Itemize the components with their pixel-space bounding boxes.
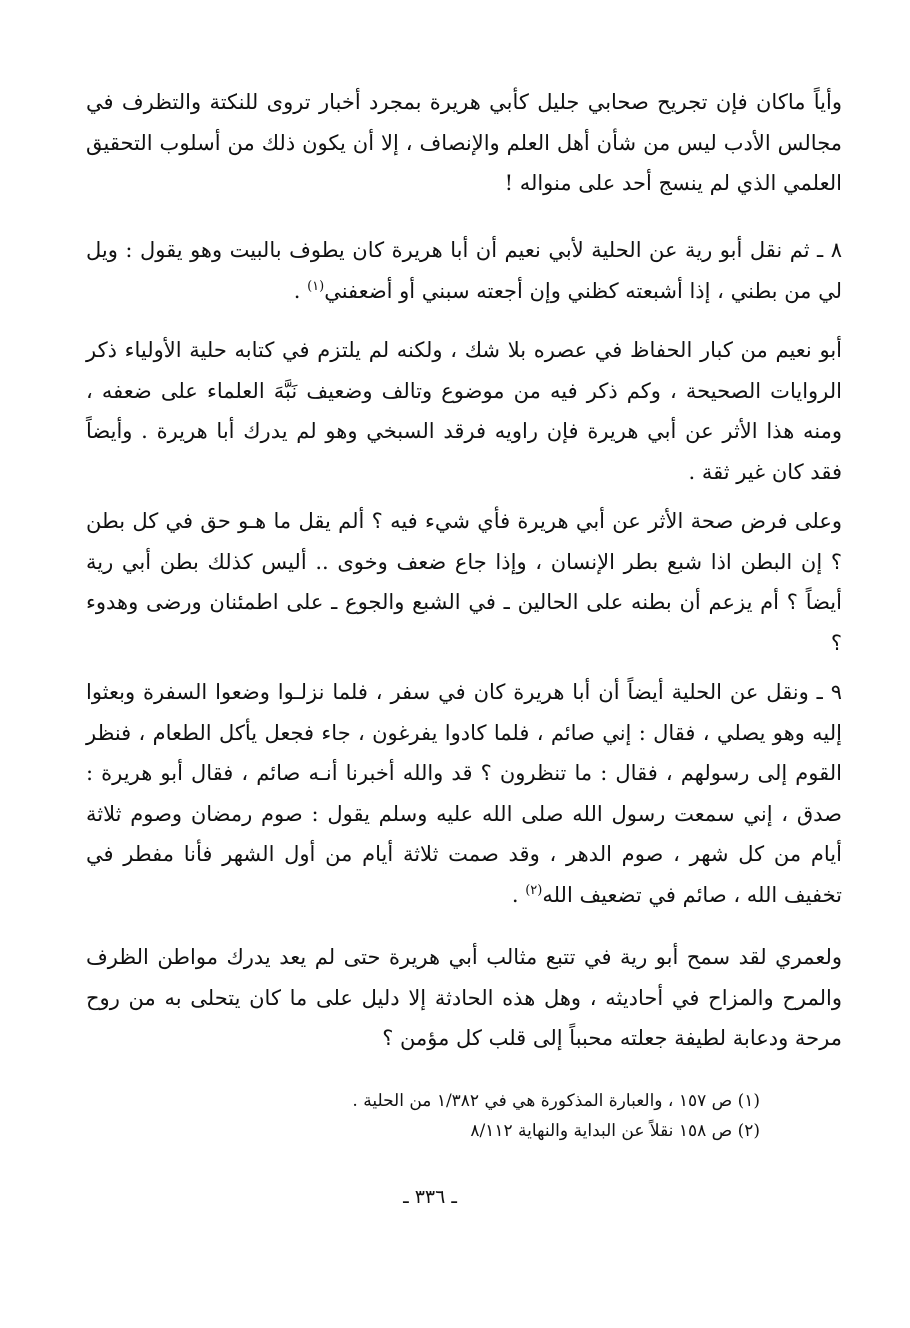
paragraph-3 — [86, 330, 842, 492]
paragraph-6-text: ولعمري لقد سمح أبو رية في تتبع مثالب أبي هريرة حتى لم يعد يدرك مواطن الظرف والمرح والمزاح في أحاديثه ، وهل هذه الحادثة إلا دليل على ما كان يتحلى به من روح مرحة ودعابة لطيفة جعلته محبباً إلى قلب كل مؤمن ؟ — [86, 945, 842, 1050]
footnote-2: (٢) ص ١٥٨ نقلاً عن البداية والنهاية ٨/١١٢ — [470, 1121, 760, 1141]
paragraph-5 — [86, 672, 842, 915]
footnote-1: (١) ص ١٥٧ ، والعبارة المذكورة هي في ١/٣٨٢ من الحلية . — [352, 1091, 760, 1111]
paragraph-4-text: وعلى فرض صحة الأثر عن أبي هريرة فأي شيء فيه ؟ ألم يقل ما هـو حق في كل بطن ؟ إن البطن اذا شبع بطر الإنسان ، وإذا جاع ضعف وخوى .. أليس كذلك بطن أبي رية أيضاً ؟ أم يزعم أن بطنه على الحالين ـ في الشبع والجوع ـ على اطمئنان ورضى وهدوء ؟ — [86, 509, 842, 655]
page-number: ـ ٣٣٦ ـ — [403, 1186, 457, 1208]
paragraph-5-end: . — [511, 882, 526, 907]
paragraph-2-end: . — [293, 278, 308, 303]
paragraph-3-text: أبو نعيم من كبار الحفاظ في عصره بلا شك ، ولكنه لم يلتزم في كتابه حلية الأولياء ذكر الروايات الصحيحة ، وكم ذكر فيه من موضوع وتالف وضعيف نَبَّهَ العلماء على ضعفه ، ومنه هذا الأثر عن أبي هريرة فإن راويه فرقد السبخي وهو لم يدرك أبا هريرة . وأيضاً فقد كان غير ثقة . — [86, 338, 842, 484]
paragraph-2-text: ٨ ـ ثم نقل أبو رية عن الحلية لأبي نعيم أن أبا هريرة كان يطوف بالبيت وهو يقول : ويل لي من بطني ، إذا أشبعته كظني وإن أجعته سبني أو أضعفني — [86, 238, 842, 303]
footnote-ref-1[interactable]: (١) — [307, 278, 325, 294]
paragraph-5-text: ٩ ـ ونقل عن الحلية أيضاً أن أبا هريرة كان في سفر ، فلما نزلـوا وضعوا السفرة وبعثوا إليه وهو يصلي ، فقال : إني صائم ، فلما كادوا يفرغون ، جاء فجعل يأكل الطعام ، فنظر القوم إلى رسولهم ، فقال : ما تنظرون ؟ قد والله أخبرنا أنـه صائم ، فقال أبو هريرة : صدق ، إني سمعت رسول الله صلى الله عليه وسلم يقول : صوم رمضان وصوم ثلاثة أيام من كل شهر ، صوم الدهر ، وقد صمت ثلاثة أيام من أول الشهر فأنا مفطر في تخفيف الله ، صائم في تضعيف الله — [86, 680, 842, 907]
paragraph-4 — [86, 501, 842, 663]
footnotes — [180, 1086, 760, 1146]
footnote-ref-2[interactable]: (٢) — [525, 882, 543, 898]
paragraph-1 — [86, 82, 842, 204]
paragraph-6 — [86, 937, 842, 1059]
paragraph-2 — [86, 230, 842, 311]
paragraph-1-text: وأياً ماكان فإن تجريح صحابي جليل كأبي هريرة بمجرد أخبار تروى للنكتة والتظرف في مجالس الأدب ليس من شأن أهل العلم والإنصاف ، إلا أن يكون ذلك من أسلوب التحقيق العلمي الذي لم ينسج أحد على منواله ! — [86, 90, 842, 195]
